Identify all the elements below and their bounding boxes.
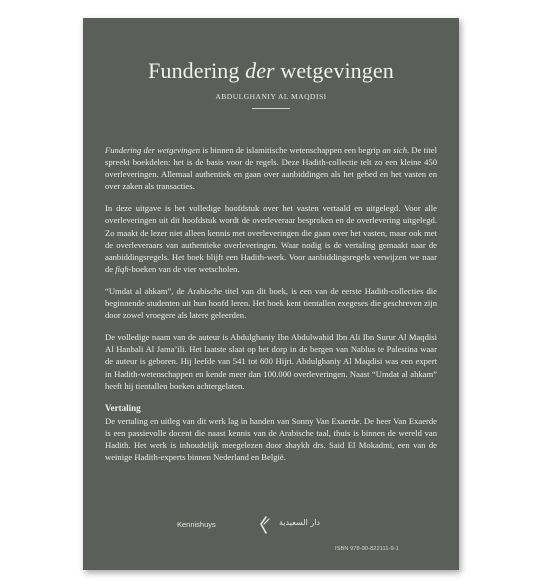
section-heading-translation: Vertaling: [105, 402, 141, 413]
book-back-cover: [83, 18, 459, 570]
intro-title-italic: Fundering der wetgevingen: [105, 145, 201, 155]
edition-text-a: In deze uitgave is het volledige hoofdstuk over het vasten vertaald en uitgelegd. Voor alle overleveringen uit dit hoofdstuk wordt de overleveraar besproken en de overlevering uitgelegd. Zo maakt de lezer niet alleen kennis met overleveringen die gaan over het vasten, maar ook met de overleveraars van authentieke overleveringen. Waar nodig is de vertaling gemaakt naar de aanbiddingsregels. Het boek blijft een Hadith-werk. Voor aanbiddingsregels verwijzen we naar de: [105, 203, 437, 274]
paragraph-arabic-title: “Umdat al ahkam”, de Arabische titel van dit boek, is een van de eerste Hadith-collecties die beginnende studenten uit hun hoofd leren. Het boek kent tientallen exegeses die geschreven zijn door zowel vroegere als latere geleerden.: [105, 285, 437, 321]
intro-text-b: . De titel spreekt boekdelen: het is de basis voor de regels. Deze Hadith-collectie telt zo een kleine 450 overleveringen. Allemaal authentiek en gaan over aanbiddingen als het gebed en het vasten en over zaken als transacties.: [105, 145, 437, 192]
paragraph-translation: De vertaling en uitleg van dit werk lag in handen van Sonny Van Exaerde. De heer Van Exaerde is een passievolle docent die naast kennis van de Arabische taal, thuis is binnen de wereld van Hadith. Het werk is inhoudelijk meegelezen door shaykh drs. Said El Mokadmi, een van de weinige Hadith-experts binnen Nederland en België.: [105, 415, 437, 463]
title-italic-word: der: [245, 58, 275, 83]
edition-text-b: -boeken van de vier wetscholen.: [128, 263, 240, 274]
fiqh-italic: fiqh: [115, 263, 129, 274]
publisher-arabic: دار السعيدية: [279, 518, 320, 527]
book-title: [83, 58, 459, 84]
an-sich-italic: an sich: [382, 145, 408, 155]
intro-text-a: is binnen de islamitische wetenschappen een begrip: [200, 145, 383, 155]
title-part-1: Fundering: [148, 58, 246, 83]
blurb-text: [105, 144, 437, 473]
title-divider: [252, 108, 290, 109]
publisher-kennishuys: Kennishuys: [177, 520, 216, 529]
author-name: ABDULGHANIY AL MAQDISI: [215, 92, 327, 101]
title-part-2: wetgevingen: [274, 58, 394, 83]
paragraph-edition: [105, 202, 437, 275]
isbn-number: ISBN 978-90-822111-9-1: [335, 546, 399, 552]
stylized-k-logo-icon: [259, 516, 271, 534]
paragraph-author-bio: De volledige naam van de auteur is Abdulghaniy Ibn Abdulwahid Ibn Ali Ibn Surur Al Maqdisi Al Hanbali Al Jama’ili. Het laatste slaat op het dorp in de bergen van Nablus te Palestina waar de auteur is geboren. Hij leefde van 541 tot 600 Hijri. Abdulghaniy Al Maqdisi was een expert in Hadith-wetenschappen en kende meer dan 100.000 overleveringen. Naast “Umdat al ahkam” heeft hij tientallen boeken achtergelaten.: [105, 332, 437, 391]
publisher-logos: [83, 516, 459, 534]
paragraph-intro: [105, 144, 437, 192]
